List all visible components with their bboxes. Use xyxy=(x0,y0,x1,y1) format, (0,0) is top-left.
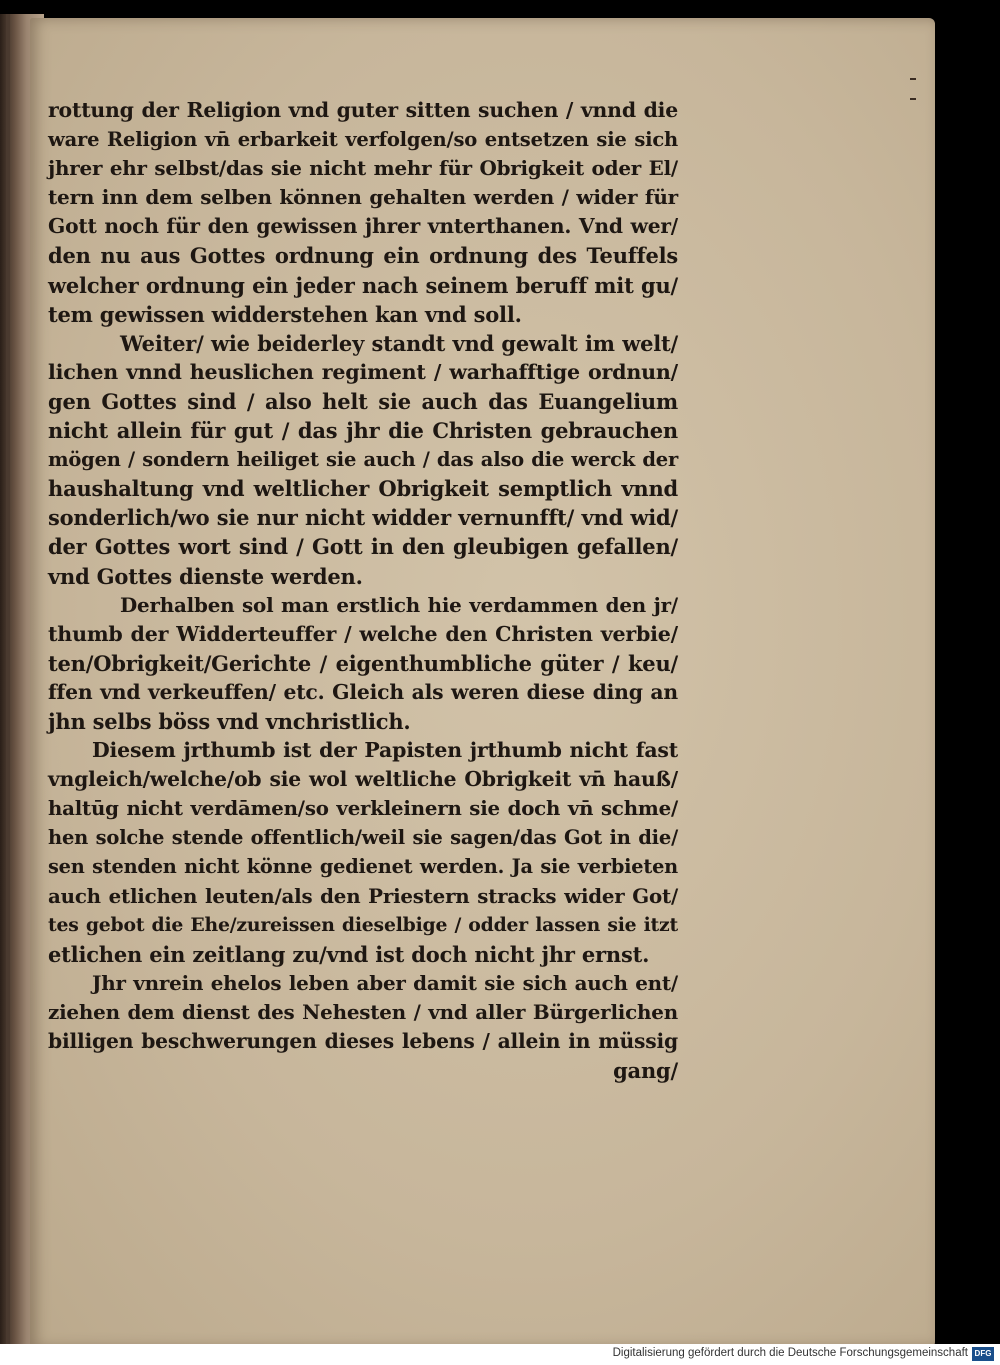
text-line: Gott noch für den gewissen jhrer vnterthanen. Vnd wer/ xyxy=(48,214,678,239)
text-line: Jhr vnrein ehelos leben aber damit sie sich auch ent/ xyxy=(92,970,678,995)
text-line: ziehen dem dienst des Nehesten / vnd aller Bürgerlichen xyxy=(48,999,678,1024)
text-line: rottung der Religion vnd guter sitten suchen / vnnd die xyxy=(48,98,678,122)
text-line: mögen / sondern heiliget sie auch / das also die werck der xyxy=(48,448,678,472)
text-line: auch etlichen leuten/als den Priestern stracks wider Got/ xyxy=(48,883,678,908)
text-line: jhrer ehr selbst/das sie nicht mehr für Obrigkeit oder El/ xyxy=(48,156,678,181)
digitization-footer xyxy=(0,1344,1000,1365)
text-line: vngleich/welche/ob sie wol weltliche Obrigkeit vn̄ hauß/ xyxy=(48,767,678,792)
text-line: sen stenden nicht könne gedienet werden. Ja sie verbieten xyxy=(48,855,678,879)
text-line: sonderlich/wo sie nur nicht widder vernunfft/ vnd wid/ xyxy=(48,505,678,531)
dfg-logo-icon: DFG xyxy=(972,1347,994,1361)
text-line: nicht allein für gut / das jhr die Christen gebrauchen xyxy=(48,418,678,444)
text-line: thumb der Widderteuffer / welche den Christen verbie/ xyxy=(48,621,678,646)
page-mark xyxy=(910,78,916,80)
text-line: ffen vnd verkeuffen/ etc. Gleich als weren diese ding an xyxy=(48,679,678,704)
text-line: hen solche stende offentlich/weil sie sagen/das Got in die/ xyxy=(48,826,678,850)
text-line: etlichen ein zeitlang zu/vnd ist doch nicht jhr ernst. xyxy=(48,941,650,967)
book-spine xyxy=(6,14,10,1354)
text-line: Derhalben sol man erstlich hie verdammen den jr/ xyxy=(120,592,678,617)
text-line: der Gottes wort sind / Gott in den gleubigen gefallen/ xyxy=(48,534,678,560)
text-line: Diesem jrthumb ist der Papisten jrthumb nicht fast xyxy=(92,738,678,763)
text-line: gen Gottes sind / also helt sie auch das Euangelium xyxy=(48,388,678,414)
text-line: tern inn dem selben können gehalten werden / wider für xyxy=(48,185,678,210)
text-line: haltūg nicht verdāmen/so verkleinern sie doch vn̄ schme/ xyxy=(48,796,678,821)
text-line: ten/Obrigkeit/Gerichte / eigenthumbliche güter / keu/ xyxy=(48,650,678,676)
funding-credit: Digitalisierung gefördert durch die Deutsche Forschungsgemeinschaft xyxy=(612,1347,968,1359)
catchword: gang/ xyxy=(613,1058,678,1084)
page-mark xyxy=(910,98,916,100)
text-line: tes gebot die Ehe/zureissen dieselbige / odder lassen sie itzt xyxy=(48,913,678,936)
text-line: vnd Gottes dienste werden. xyxy=(48,563,363,589)
text-line: welcher ordnung ein jeder nach seinem beruff mit gu/ xyxy=(48,272,678,298)
text-line: Weiter/ wie beiderley standt vnd gewalt im welt/ xyxy=(120,330,678,356)
text-line: lichen vnnd heuslichen regiment / warhafftige ordnun/ xyxy=(48,359,678,384)
text-line: tem gewissen widderstehen kan vnd soll. xyxy=(48,301,522,327)
page-text xyxy=(48,96,678,1085)
text-line: billigen beschwerungen dieses lebens / allein in müssig xyxy=(48,1029,678,1053)
text-line: jhn selbs böss vnd vnchristlich. xyxy=(48,708,411,734)
text-line: den nu aus Gottes ordnung ein ordnung des Teuffels xyxy=(48,243,678,269)
text-line: haushaltung vnd weltlicher Obrigkeit semptlich vnnd xyxy=(48,476,678,502)
text-line: ware Religion vn̄ erbarkeit verfolgen/so entsetzen sie sich xyxy=(48,128,678,152)
